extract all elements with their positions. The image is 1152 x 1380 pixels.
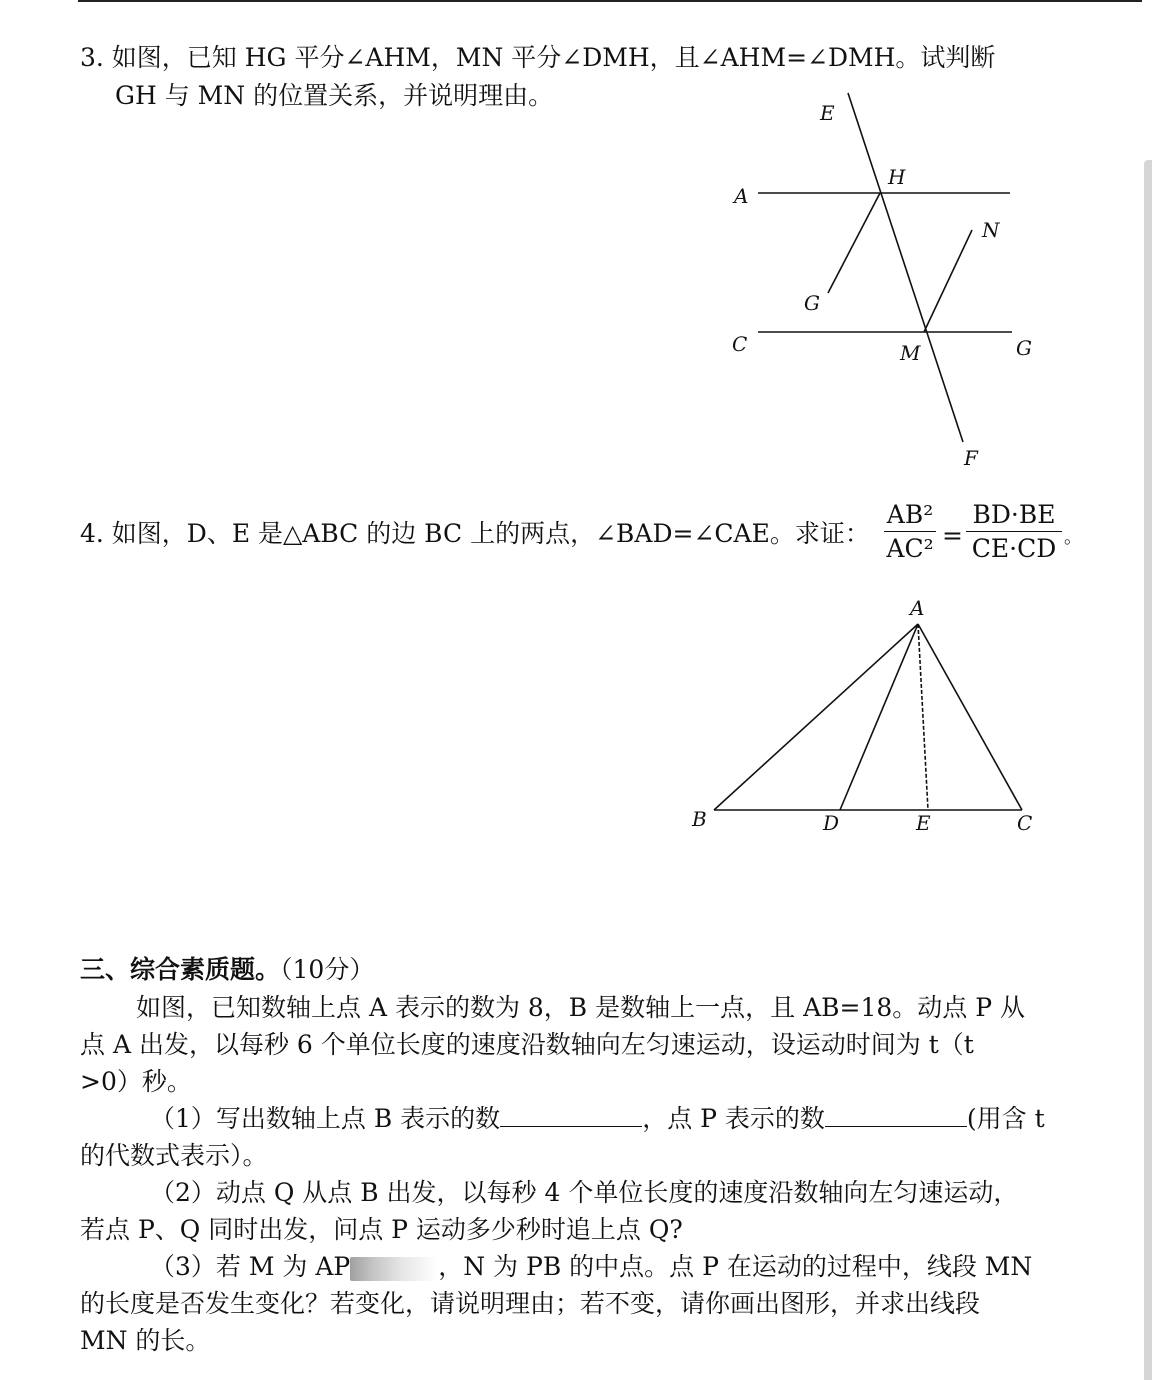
label-e: E xyxy=(916,811,931,835)
label-e: E xyxy=(820,101,835,125)
label-g2: G xyxy=(1016,336,1032,360)
section-title: 三、综合素质题。 xyxy=(80,955,281,984)
s3-q3-text-a: （3）若 M 为 AP xyxy=(150,1252,351,1281)
equals-sign: = xyxy=(942,521,963,550)
fraction-right-numerator: BD·BE xyxy=(972,500,1056,529)
fraction-right-denominator: CE·CD xyxy=(971,534,1057,563)
side-ba xyxy=(714,624,918,810)
s3-q1-text-b: ，点 P 表示的数 xyxy=(642,1104,825,1133)
s3-q1-text-a: （1）写出数轴上点 B 表示的数 xyxy=(150,1104,501,1133)
q4-end-mark: 。 xyxy=(1064,527,1082,548)
section-points: （10分） xyxy=(280,955,375,984)
s3-para-line2: 点 A 出发，以每秒 6 个单位长度的速度沿数轴向左匀速运动，设运动时间为 t（t xyxy=(80,1030,974,1059)
label-b: B xyxy=(692,807,707,831)
s3-q2-line2: 若点 P、Q 同时出发，问点 P 运动多少秒时追上点 Q? xyxy=(80,1215,683,1244)
s3-q1-text-c: (用含 t xyxy=(966,1104,1045,1133)
s3-para-line3: >0）秒。 xyxy=(80,1067,192,1096)
s3-q3-line3: MN 的长。 xyxy=(80,1326,211,1355)
q4-figure xyxy=(680,590,1050,850)
scrollbar[interactable] xyxy=(1144,160,1152,1380)
ray-hg xyxy=(828,193,880,293)
s3-para-line1: 如图，已知数轴上点 A 表示的数为 8，B 是数轴上一点，且 AB=18。动点 P 从 xyxy=(136,993,1025,1022)
label-a: A xyxy=(734,184,749,208)
label-h: H xyxy=(888,165,906,189)
line-ef xyxy=(848,93,963,442)
answer-blank-b[interactable] xyxy=(500,1104,642,1127)
segment-ad xyxy=(840,624,918,810)
s3-q3-text-b: ，N 为 PB 的中点。点 P 在运动的过程中，线段 MN xyxy=(438,1252,1033,1281)
s3-q2-line1: （2）动点 Q 从点 B 出发，以每秒 4 个单位长度的速度沿数轴向左匀速运动， xyxy=(150,1178,1019,1207)
q3-line1: 3. 如图，已知 HG 平分∠AHM，MN 平分∠DMH，且∠AHM=∠DMH。试判断 xyxy=(80,43,996,72)
ray-mn xyxy=(924,230,972,332)
label-m: M xyxy=(900,341,921,365)
answer-blank-p[interactable] xyxy=(825,1104,967,1127)
label-g1: G xyxy=(804,291,820,315)
label-a: A xyxy=(910,596,925,620)
blurred-region xyxy=(350,1257,438,1281)
label-c: C xyxy=(732,332,748,356)
label-n: N xyxy=(982,218,1000,242)
fraction-left-bar xyxy=(884,531,936,532)
side-ac xyxy=(918,624,1022,810)
fraction-right-bar xyxy=(966,531,1062,532)
fraction-left-numerator: AB² xyxy=(886,500,934,529)
q3-line2: GH 与 MN 的位置关系，并说明理由。 xyxy=(115,81,554,110)
fraction-right xyxy=(966,500,1062,563)
q4-line1: 4. 如图，D、E 是△ABC 的边 BC 上的两点，∠BAD=∠CAE。求证： xyxy=(80,519,870,548)
section-heading xyxy=(80,952,374,988)
s3-q1-line2: 的代数式表示）。 xyxy=(80,1141,268,1170)
segment-ae xyxy=(918,624,928,810)
s3-q3-line2: 的长度是否发生变化？若变化，请说明理由；若不变，请你画出图形，并求出线段 xyxy=(80,1289,981,1318)
top-rule xyxy=(78,0,1142,2)
s3-q1-line1 xyxy=(150,1101,1045,1137)
q3-figure xyxy=(720,85,1060,475)
label-c: C xyxy=(1017,811,1033,835)
s3-q3-line1 xyxy=(150,1249,1032,1285)
label-f: F xyxy=(964,446,978,470)
fraction-left xyxy=(884,500,936,563)
label-d: D xyxy=(823,811,840,835)
fraction-left-denominator: AC² xyxy=(886,534,934,563)
